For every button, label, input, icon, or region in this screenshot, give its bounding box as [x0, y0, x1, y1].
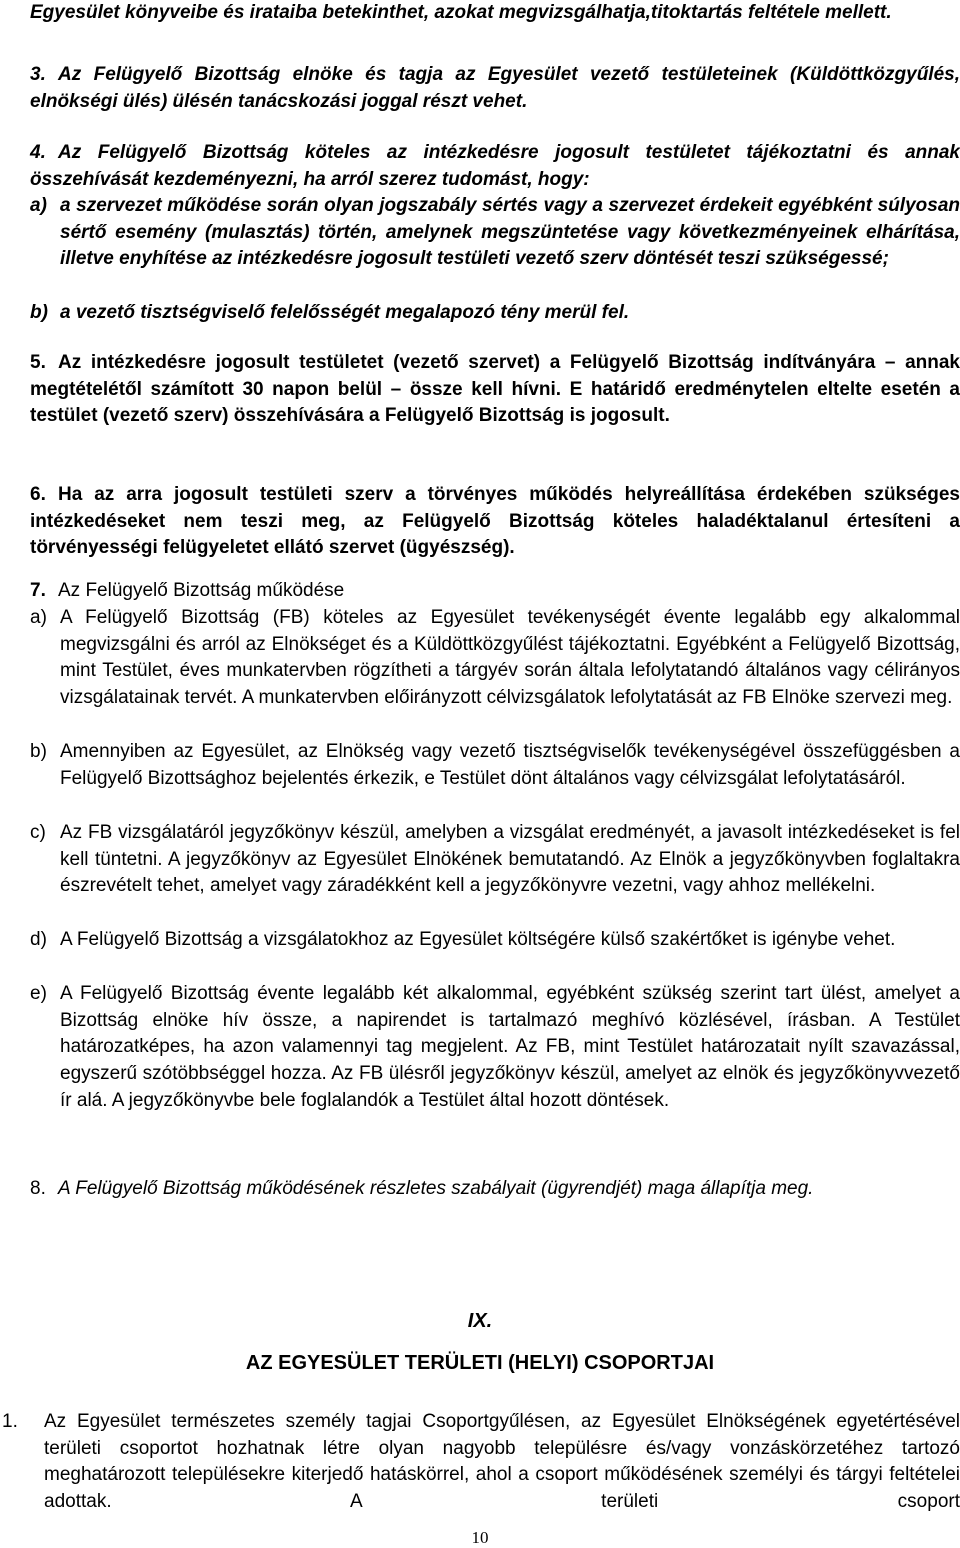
paragraph-7-number: 7.: [30, 580, 46, 601]
paragraph-3-number: 3.: [30, 64, 46, 85]
paragraph-5-text: Az intézkedésre jogosult testületet (vezető szervet) a Felügyelő Bizottság indítványára – annak megtételétől számított 30 napon belül – össze kell hívni. E határidő eredménytelen eltelte esetén a testület (vezető szerv) összehívására a Felügyelő Bizottság is jogosult.: [30, 352, 960, 427]
paragraph-continuation: Egyesület könyveibe és irataiba betekinthet, azokat megvizsgálhatja,titoktartás feltétele mellett.: [30, 2, 892, 23]
paragraph-7b-text: Amennyiben az Egyesület, az Elnökség vagy vezető tisztségviselők tevékenységével összefüggésben a Felügyelő Bizottsághoz bejelentés érkezik, e Testület dönt általános vagy célvizsgálat lefolytatásáról.: [60, 741, 960, 789]
section-number: IX.: [467, 1310, 493, 1332]
section-paragraph-1: [0, 1409, 960, 1519]
paragraph-8-text: A Felügyelő Bizottság működésének részletes szabályait (ügyrendjét) maga állapítja meg.: [58, 1178, 814, 1199]
paragraph-4b-label: b): [30, 302, 48, 323]
paragraph-7e-label: e): [30, 983, 47, 1004]
paragraph-7-title: Az Felügyelő Bizottság működése: [58, 580, 345, 601]
section-paragraph-1-number: 1.: [2, 1411, 18, 1432]
paragraph-4b-text: a vezető tisztségviselő felelősségét megalapozó tény merül fel.: [60, 302, 630, 323]
paragraph-4-text: Az Felügyelő Bizottság köteles az intézkedésre jogosult testületet tájékoztatni és annak összehívását kezdeményezni, ha arról szerez tudomást, hogy:: [30, 142, 960, 190]
paragraph-6-number: 6.: [30, 484, 46, 505]
paragraph-6-text: Ha az arra jogosult testületi szerv a törvényes működés helyreállítása érdekében szükséges intézkedéseket nem teszi meg, az Felügyelő Bizottság köteles haladéktalanul értesíteni a törvényességi felügyeletet ellátó szervet (ügyészség).: [30, 484, 960, 559]
paragraph-7: [0, 578, 960, 1178]
paragraph-4a-label: a): [30, 195, 47, 216]
paragraph-7c-label: c): [30, 822, 46, 843]
section-paragraph-1-text: Az Egyesület természetes személy tagjai Csoportgyűlésen, az Egyesület Elnökségének egyetértésével területi csoportot hozhatnak létre olyan nagyobb településre és/vagy vonzáskörzetéhez tartozó meghatározott településekre kiterjedő hatáskörrel, ahol a csoport működésének személyi és tárgyi feltételei adottak. A területi csoport: [44, 1411, 960, 1513]
paragraph-8: [0, 1176, 960, 1236]
paragraph-5-number: 5.: [30, 352, 46, 373]
paragraph-4: [0, 140, 960, 340]
section-title: AZ EGYESÜLET TERÜLETI (HELYI) CSOPORTJAI: [245, 1352, 715, 1374]
paragraph-7e-text: A Felügyelő Bizottság évente legalább két alkalommal, egyébként szükség szerint tart ülést, amelyet a Bizottság elnöke hív össze, a napirendet is tartalmazó meghívó közlésével, írásban. A Testület határozatképes, ha azon valamennyi tag megjelent. Az FB, mint Testület határozatait nyílt szavazással, egyszerű szótöbbséggel hozza. Az FB ülésről jegyzőkönyv készül, amelyet az elnök és jegyzőkönyvvezető ír alá. A jegyzőkönyvbe bele foglalandók a Testület által hozott döntések.: [60, 983, 960, 1111]
paragraph-7d-text: A Felügyelő Bizottság a vizsgálatokhoz az Egyesület költségére külső szakértőket is igénybe vehet.: [60, 929, 896, 950]
paragraph-4a-text: a szervezet működése során olyan jogszabály sértés vagy a szervezet érdekeit egyébként súlyosan sértő esemény (mulasztás) történ, amelynek megszüntetése vagy következményeinek elhárítása, illetve enyhítése az intézkedésre jogosult testületi vezető szerv döntését teszi szükségessé;: [60, 195, 960, 270]
paragraph-7a-text: A Felügyelő Bizottság (FB) köteles az Egyesület tevékenységét évente legalább egy alkalommal megvizsgálni és arról az Elnökséget és a Küldöttközgyűlést tájékoztatni. Egyébként a Felügyelő Bizottság, mint Testület, éves munkatervben rögzítheti a tárgyév során általa lefolytatandó általános vagy célirányos vizsgálatainak tervét. A munkatervben előirányzott célvizsgálatok lefolytatását az FB Elnöke szervezi meg.: [60, 607, 960, 709]
paragraph-7b-label: b): [30, 741, 47, 762]
paragraph-7a-label: a): [30, 607, 47, 628]
paragraph-4-number: 4.: [30, 142, 46, 163]
paragraph-3: [0, 62, 960, 122]
paragraph-8-number: 8.: [30, 1178, 46, 1199]
paragraph-6: [0, 482, 960, 564]
paragraph-5: [0, 350, 960, 460]
page-number: 10: [471, 1528, 489, 1547]
paragraph-7d-label: d): [30, 929, 47, 950]
paragraph-3-text: Az Felügyelő Bizottság elnöke és tagja az Egyesület vezető testületeinek (Küldöttközgyűlés, elnökségi ülés) ülésén tanácskozási joggal részt vehet.: [30, 64, 960, 112]
paragraph-7c-text: Az FB vizsgálatáról jegyzőkönyv készül, amelyben a vizsgálat eredményét, a javasolt intézkedéseket is fel kell tüntetni. A jegyzőkönyv az Egyesület Elnökének bemutatandó. Az Elnök a jegyzőkönyvben foglaltakra észrevételt tehet, amelyet vagy záradékként kell a jegyzőkönyvre vezetni, vagy ahhoz mellékelni.: [60, 822, 960, 897]
